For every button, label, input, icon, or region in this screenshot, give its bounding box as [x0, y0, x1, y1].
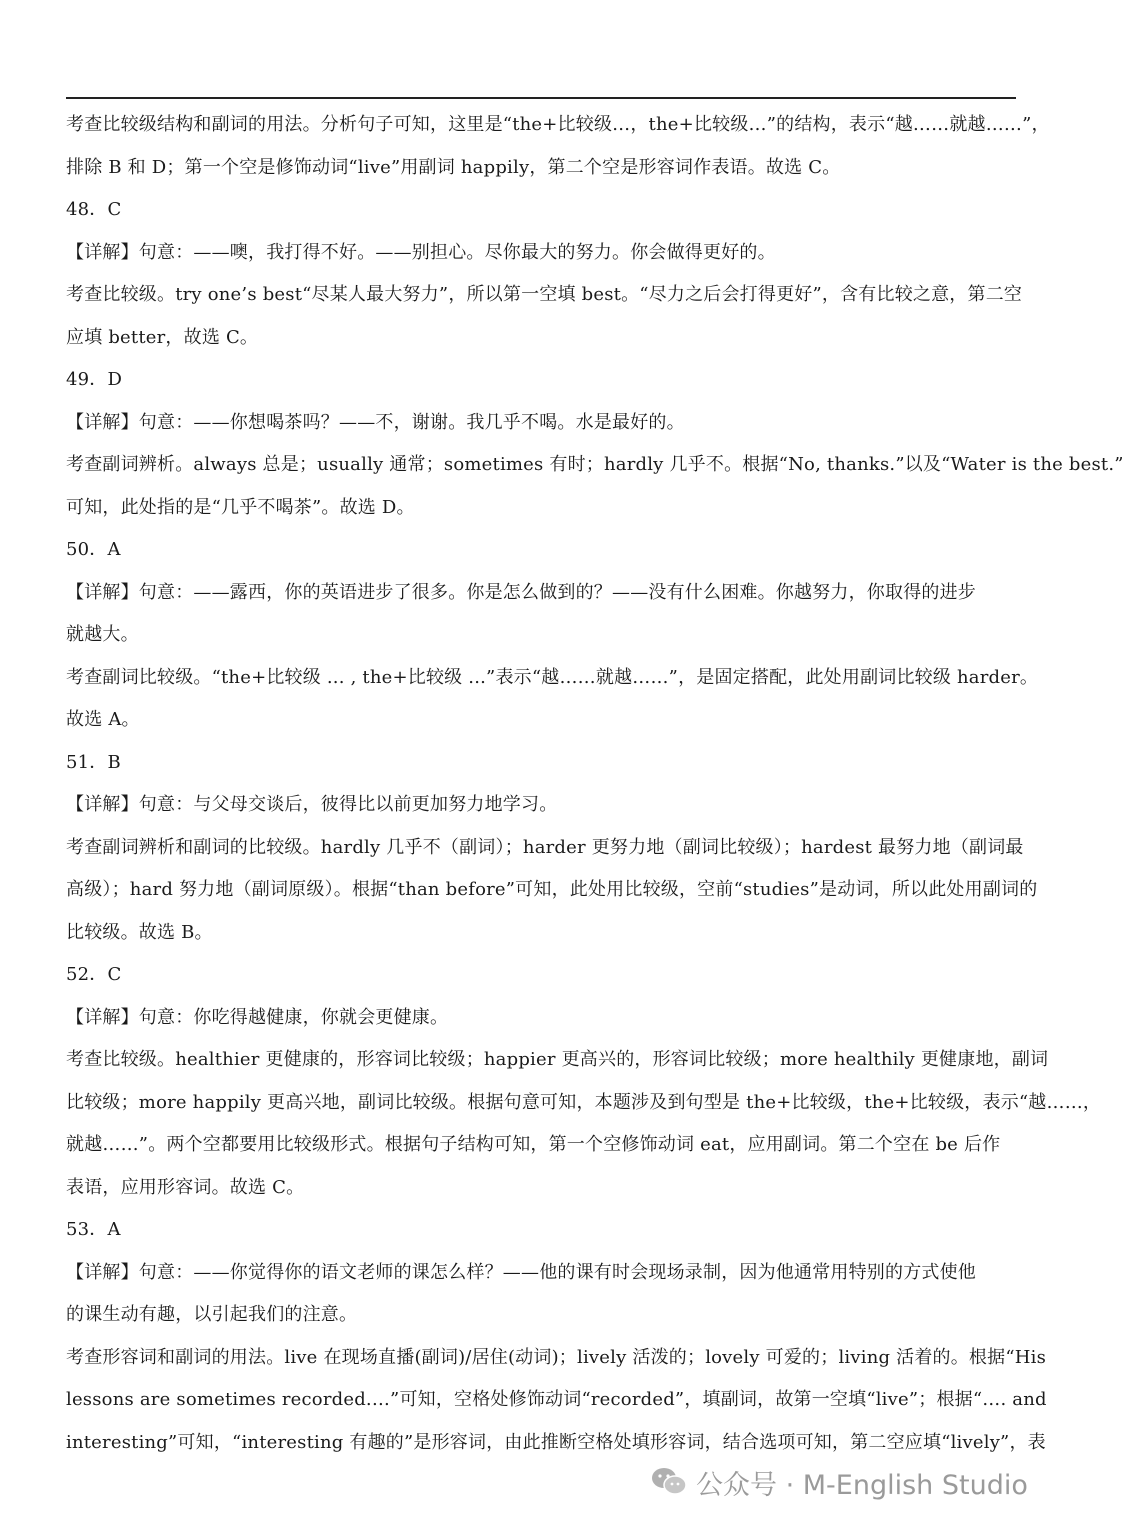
document-body [66, 104, 1124, 1464]
text-line: 【详解】句意：——你觉得你的语文老师的课怎么样？——他的课有时会现场录制，因为他通常用特别的方式使他 [66, 1261, 976, 1283]
wechat-icon [650, 1465, 688, 1499]
text-line: 考查副词辨析。always 总是；usually 通常；sometimes 有时；hardly 几乎不。根据“No, thanks.”以及“Water is the best.” [66, 454, 1124, 475]
header-rule [66, 97, 1016, 99]
answer-heading: 52．C [66, 964, 122, 985]
watermark [650, 1462, 1028, 1502]
text-line: 考查副词辨析和副词的比较级。hardly 几乎不（副词）；harder 更努力地（副词比较级）；hardest 最努力地（副词最 [66, 836, 1024, 858]
text-line: lessons are sometimes recorded.…”可知，空格处修饰动词“recorded”，填副词，故第一空填“live”；根据“…. and [66, 1389, 1047, 1410]
answer-heading: 50．A [66, 539, 121, 560]
text-line: 【详解】句意：——露西，你的英语进步了很多。你是怎么做到的？——没有什么困难。你越努力，你取得的进步 [66, 581, 976, 603]
text-line: 考查形容词和副词的用法。live 在现场直播(副词)/居住(动词)；lively 活泼的；lovely 可爱的；living 活着的。根据“His [66, 1346, 1047, 1368]
text-line: 考查比较级。try one’s best“尽某人最大努力”，所以第一空填 best。“尽力之后会打得更好”，含有比较之意，第二空 [66, 284, 1023, 305]
answer-heading: 53．A [66, 1219, 121, 1240]
answer-heading: 49．D [66, 369, 123, 390]
text-line: 【详解】句意：与父母交谈后，彼得比以前更加努力地学习。 [66, 794, 558, 815]
text-line: interesting”可知，“interesting 有趣的”是形容词，由此推断空格处填形容词，结合选项可知，第二空应填“lively”，表 [66, 1431, 1046, 1453]
text-line: 【详解】句意：——噢，我打得不好。——别担心。尽你最大的努力。你会做得更好的。 [66, 241, 776, 263]
text-line: 考查副词比较级。“the+比较级 ... , the+比较级 ...”表示“越……就越……”，是固定搭配，此处用副词比较级 harder。 [66, 666, 1039, 688]
text-line: 高级）；hard 努力地（副词原级）。根据“than before”可知，此处用比较级，空前“studies”是动词，所以此处用副词的 [66, 879, 1038, 900]
text-line: 表语，应用形容词。故选 C。 [66, 1176, 305, 1198]
text-line: 应填 better，故选 C。 [66, 326, 259, 348]
answer-heading: 48．C [66, 199, 122, 220]
text-line: 排除 B 和 D；第一个空是修饰动词“live”用副词 happily，第二个空是形容词作表语。故选 C。 [66, 156, 841, 178]
text-line: 考查比较级。healthier 更健康的，形容词比较级；happier 更高兴的，形容词比较级；more healthily 更健康地，副词 [66, 1049, 1049, 1070]
text-line: 可知，此处指的是“几乎不喝茶”。故选 D。 [66, 496, 415, 518]
text-line: 比较级。故选 B。 [66, 921, 213, 943]
answer-heading: 51．B [66, 751, 121, 773]
text-line: 比较级；more happily 更高兴地，副词比较级。根据句意可知，本题涉及到句型是 the+比较级，the+比较级，表示“越……， [66, 1091, 1102, 1113]
text-line: 就越大。 [66, 624, 139, 645]
text-line: 故选 A。 [66, 709, 140, 730]
text-line: 【详解】句意：你吃得越健康，你就会更健康。 [66, 1006, 449, 1028]
text-line: 考查比较级结构和副词的用法。分析句子可知，这里是“the+比较级…，the+比较级…”的结构，表示“越……就越……”， [66, 114, 1050, 135]
text-line: 【详解】句意：——你想喝茶吗？——不，谢谢。我几乎不喝。水是最好的。 [66, 411, 685, 433]
watermark-text: 公众号 · M-English Studio [696, 1469, 1028, 1501]
text-line: 就越……”。两个空都要用比较级形式。根据句子结构可知，第一个空修饰动词 eat，应用副词。第二个空在 be 后作 [66, 1134, 1001, 1155]
text-line: 的课生动有趣，以引起我们的注意。 [66, 1304, 358, 1325]
